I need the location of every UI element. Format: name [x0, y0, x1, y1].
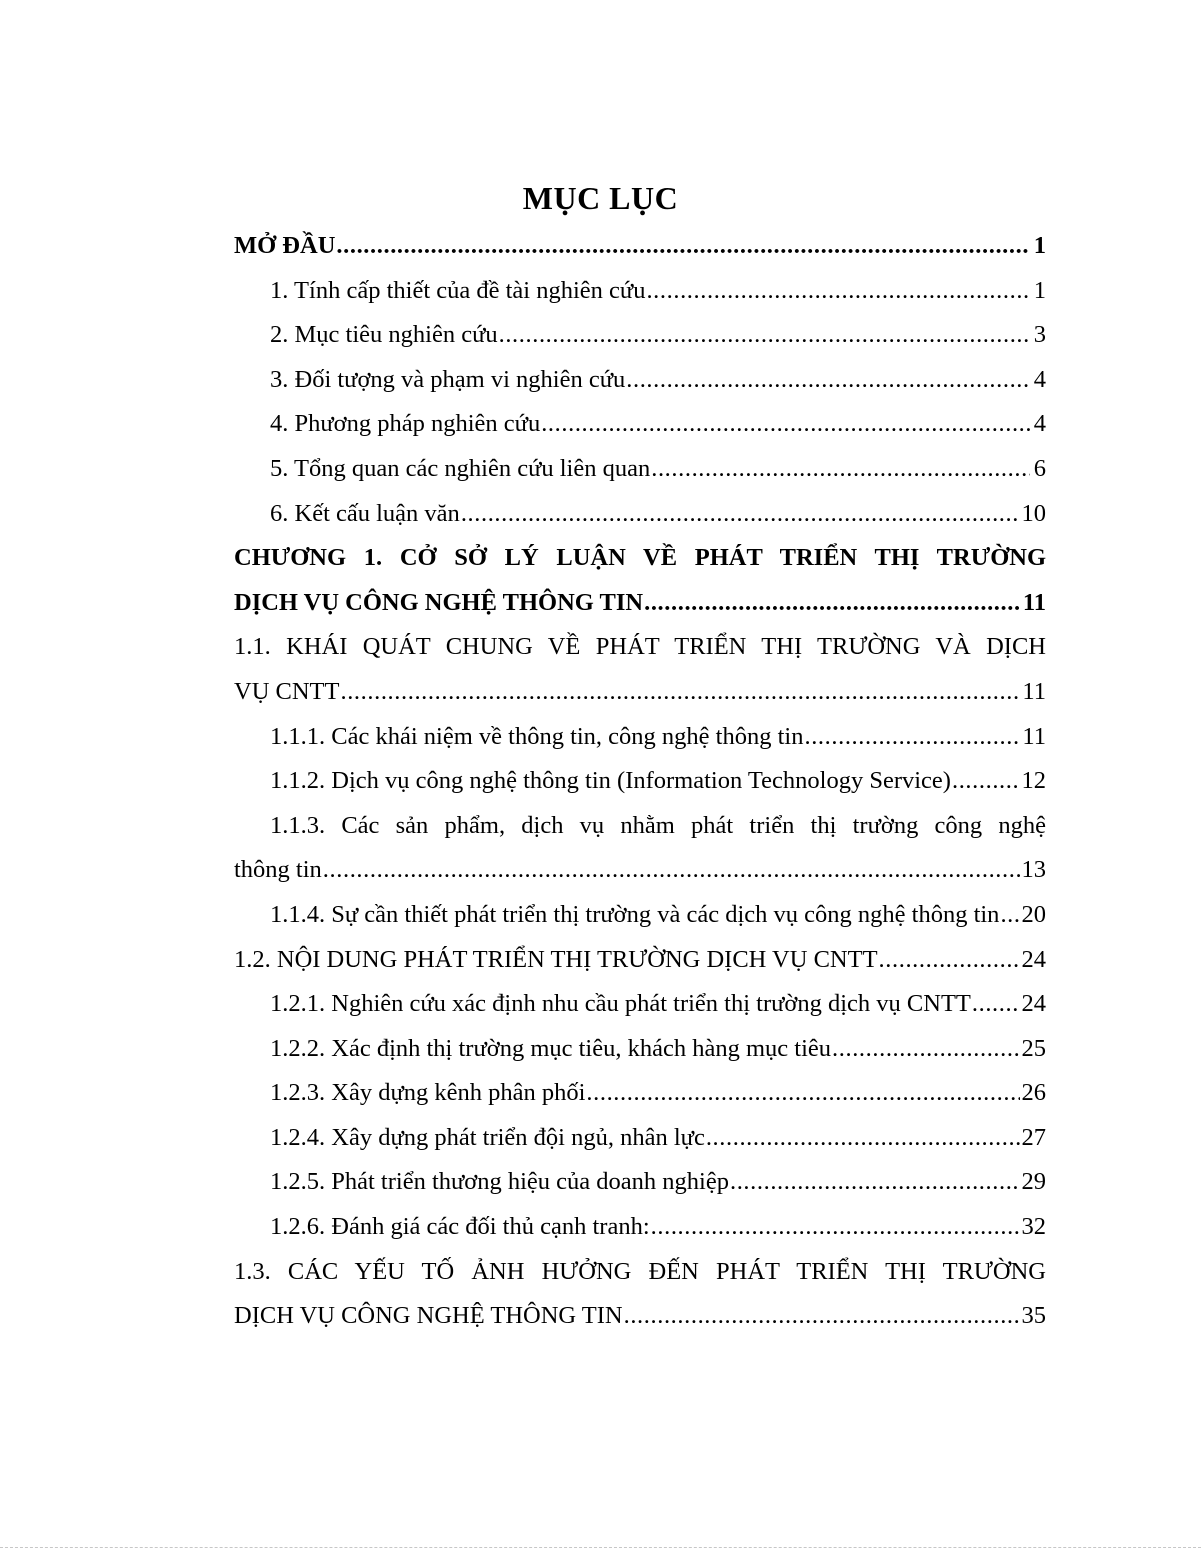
toc-chapter-heading-continuation — [234, 581, 1046, 626]
dot-leader — [730, 1160, 1020, 1205]
toc-entry-text: 5. Tổng quan các nghiên cứu liên quan — [270, 454, 651, 482]
toc-section-heading-line — [234, 1250, 1046, 1295]
toc-entry-text: 1.2.3. Xây dựng kênh phân phối — [270, 1079, 586, 1107]
toc-page-number: 25 — [1021, 1034, 1046, 1062]
toc-section-heading-continuation — [234, 670, 1046, 715]
toc-entry — [234, 358, 1046, 403]
toc-entry-text: MỞ ĐẦU — [234, 232, 336, 259]
toc-subsection-line — [234, 804, 1046, 849]
dot-leader — [336, 224, 1030, 269]
toc-entry-text: 1.1. KHÁI QUÁT CHUNG VỀ PHÁT TRIỂN THỊ TRƯỜNG VÀ DỊCH — [234, 633, 1046, 661]
toc-entry — [234, 982, 1046, 1027]
toc-page-number: 1 — [1033, 232, 1046, 259]
dot-leader — [461, 492, 1020, 537]
toc-page-number: 11 — [1022, 588, 1046, 616]
toc-entry-text: 1.2. NỘI DUNG PHÁT TRIỂN THỊ TRƯỜNG DỊCH VỤ CNTT — [234, 945, 878, 973]
toc-page-number: 24 — [1021, 945, 1046, 973]
toc-entry-text: 1.2.2. Xác định thị trường mục tiêu, khách hàng mục tiêu — [270, 1034, 832, 1062]
toc-entry-text: CHƯƠNG 1. CỞ SỞ LÝ LUẬN VỀ PHÁT TRIỂN THỊ TRƯỜNG — [234, 544, 1046, 572]
dot-leader — [499, 313, 1030, 358]
dot-leader — [706, 1116, 1020, 1161]
toc-entry-text: 1.2.5. Phát triển thương hiệu của doanh nghiệp — [270, 1168, 729, 1196]
dot-leader — [340, 670, 1020, 715]
toc-entry — [234, 1205, 1046, 1250]
toc-entry — [234, 1116, 1046, 1161]
toc-page-number: 6 — [1033, 454, 1046, 482]
toc-page-number: 20 — [1021, 900, 1046, 928]
toc-entry — [234, 402, 1046, 447]
toc-entry-text: 1.2.6. Đánh giá các đối thủ cạnh tranh: — [270, 1213, 650, 1241]
toc-page-number: 1 — [1033, 276, 1046, 304]
toc-entry-text: DỊCH VỤ CÔNG NGHỆ THÔNG TIN — [234, 588, 644, 616]
toc-section-heading — [234, 938, 1046, 983]
toc-page-number: 11 — [1022, 722, 1046, 750]
toc-page-number: 35 — [1021, 1302, 1046, 1330]
dot-leader — [879, 938, 1020, 983]
toc-subsection-continuation — [234, 848, 1046, 893]
toc-section-heading-line — [234, 625, 1046, 670]
dot-leader — [323, 848, 1020, 893]
toc-entry-mo-dau — [234, 224, 1046, 269]
toc-page-number: 29 — [1021, 1168, 1046, 1196]
toc-entry-text: 4. Phương pháp nghiên cứu — [270, 410, 541, 438]
toc-section-heading-continuation — [234, 1294, 1046, 1339]
toc-entry-text: 2. Mục tiêu nghiên cứu — [270, 321, 498, 349]
toc-chapter-heading-line — [234, 536, 1046, 581]
toc-page-number: 24 — [1021, 990, 1046, 1018]
dot-leader — [541, 402, 1030, 447]
toc-entry — [234, 1071, 1046, 1116]
toc-entry-text: 1.2.4. Xây dựng phát triển đội ngủ, nhân lực — [270, 1123, 705, 1151]
dot-leader — [972, 982, 1020, 1027]
toc-entry-text: 1.1.1. Các khái niệm về thông tin, công nghệ thông tin — [270, 722, 804, 750]
toc-entry — [234, 313, 1046, 358]
toc-entry-text: 3. Đối tượng và phạm vi nghiên cứu — [270, 365, 626, 393]
dot-leader — [804, 715, 1020, 760]
toc-entry-text: 6. Kết cấu luận văn — [270, 499, 460, 527]
toc-entry — [234, 492, 1046, 537]
toc-entry-text: 1. Tính cấp thiết của đề tài nghiên cứu — [270, 276, 646, 304]
toc-entry — [234, 759, 1046, 804]
toc-page-number: 26 — [1021, 1079, 1046, 1107]
toc-page-number: 12 — [1021, 767, 1046, 795]
toc-entry-text: VỤ CNTT — [234, 677, 340, 705]
toc-page-number: 13 — [1021, 856, 1046, 884]
dot-leader — [952, 759, 1020, 804]
dot-leader — [832, 1027, 1019, 1072]
toc-entry-text: 1.1.2. Dịch vụ công nghệ thông tin (Information Technology Service) — [270, 767, 951, 795]
toc-entry-text: 1.1.3. Các sản phẩm, dịch vụ nhằm phát triển thị trường công nghệ — [270, 811, 1046, 839]
toc-entry-text: DỊCH VỤ CÔNG NGHỆ THÔNG TIN — [234, 1302, 623, 1330]
toc-page-number: 10 — [1021, 499, 1046, 527]
toc-entry-text: 1.1.4. Sự cần thiết phát triển thị trường và các dịch vụ công nghệ thông tin — [270, 900, 1000, 928]
toc-entry-text: thông tin — [234, 856, 322, 884]
toc-page-number: 3 — [1033, 321, 1046, 349]
toc-entry — [234, 715, 1046, 760]
dot-leader — [624, 1294, 1020, 1339]
dot-leader — [651, 1205, 1020, 1250]
toc-page-number: 32 — [1021, 1213, 1046, 1241]
toc-entry-text: 1.3. CÁC YẾU TỐ ẢNH HƯỞNG ĐẾN PHÁT TRIỂN THỊ TRƯỜNG — [234, 1257, 1046, 1285]
toc-page-number: 4 — [1033, 365, 1046, 393]
toc-entry — [234, 1160, 1046, 1205]
toc-page-number: 27 — [1021, 1123, 1046, 1151]
toc-entry — [234, 893, 1046, 938]
toc-page-number: 4 — [1033, 410, 1046, 438]
dot-leader — [626, 358, 1030, 403]
dot-leader — [651, 447, 1030, 492]
toc-entry-text: 1.2.1. Nghiên cứu xác định nhu cầu phát triển thị trường dịch vụ CNTT — [270, 990, 971, 1018]
toc-title: MỤC LỤC — [522, 180, 679, 216]
toc-entry — [234, 447, 1046, 492]
table-of-contents — [234, 224, 1046, 1339]
dot-leader — [586, 1071, 1019, 1116]
dot-leader — [646, 269, 1030, 314]
toc-page-number: 11 — [1022, 677, 1046, 705]
toc-entry — [234, 269, 1046, 314]
toc-entry — [234, 1027, 1046, 1072]
dot-leader — [644, 581, 1021, 626]
page-bottom-edge — [0, 1547, 1201, 1548]
dot-leader — [1000, 893, 1019, 938]
